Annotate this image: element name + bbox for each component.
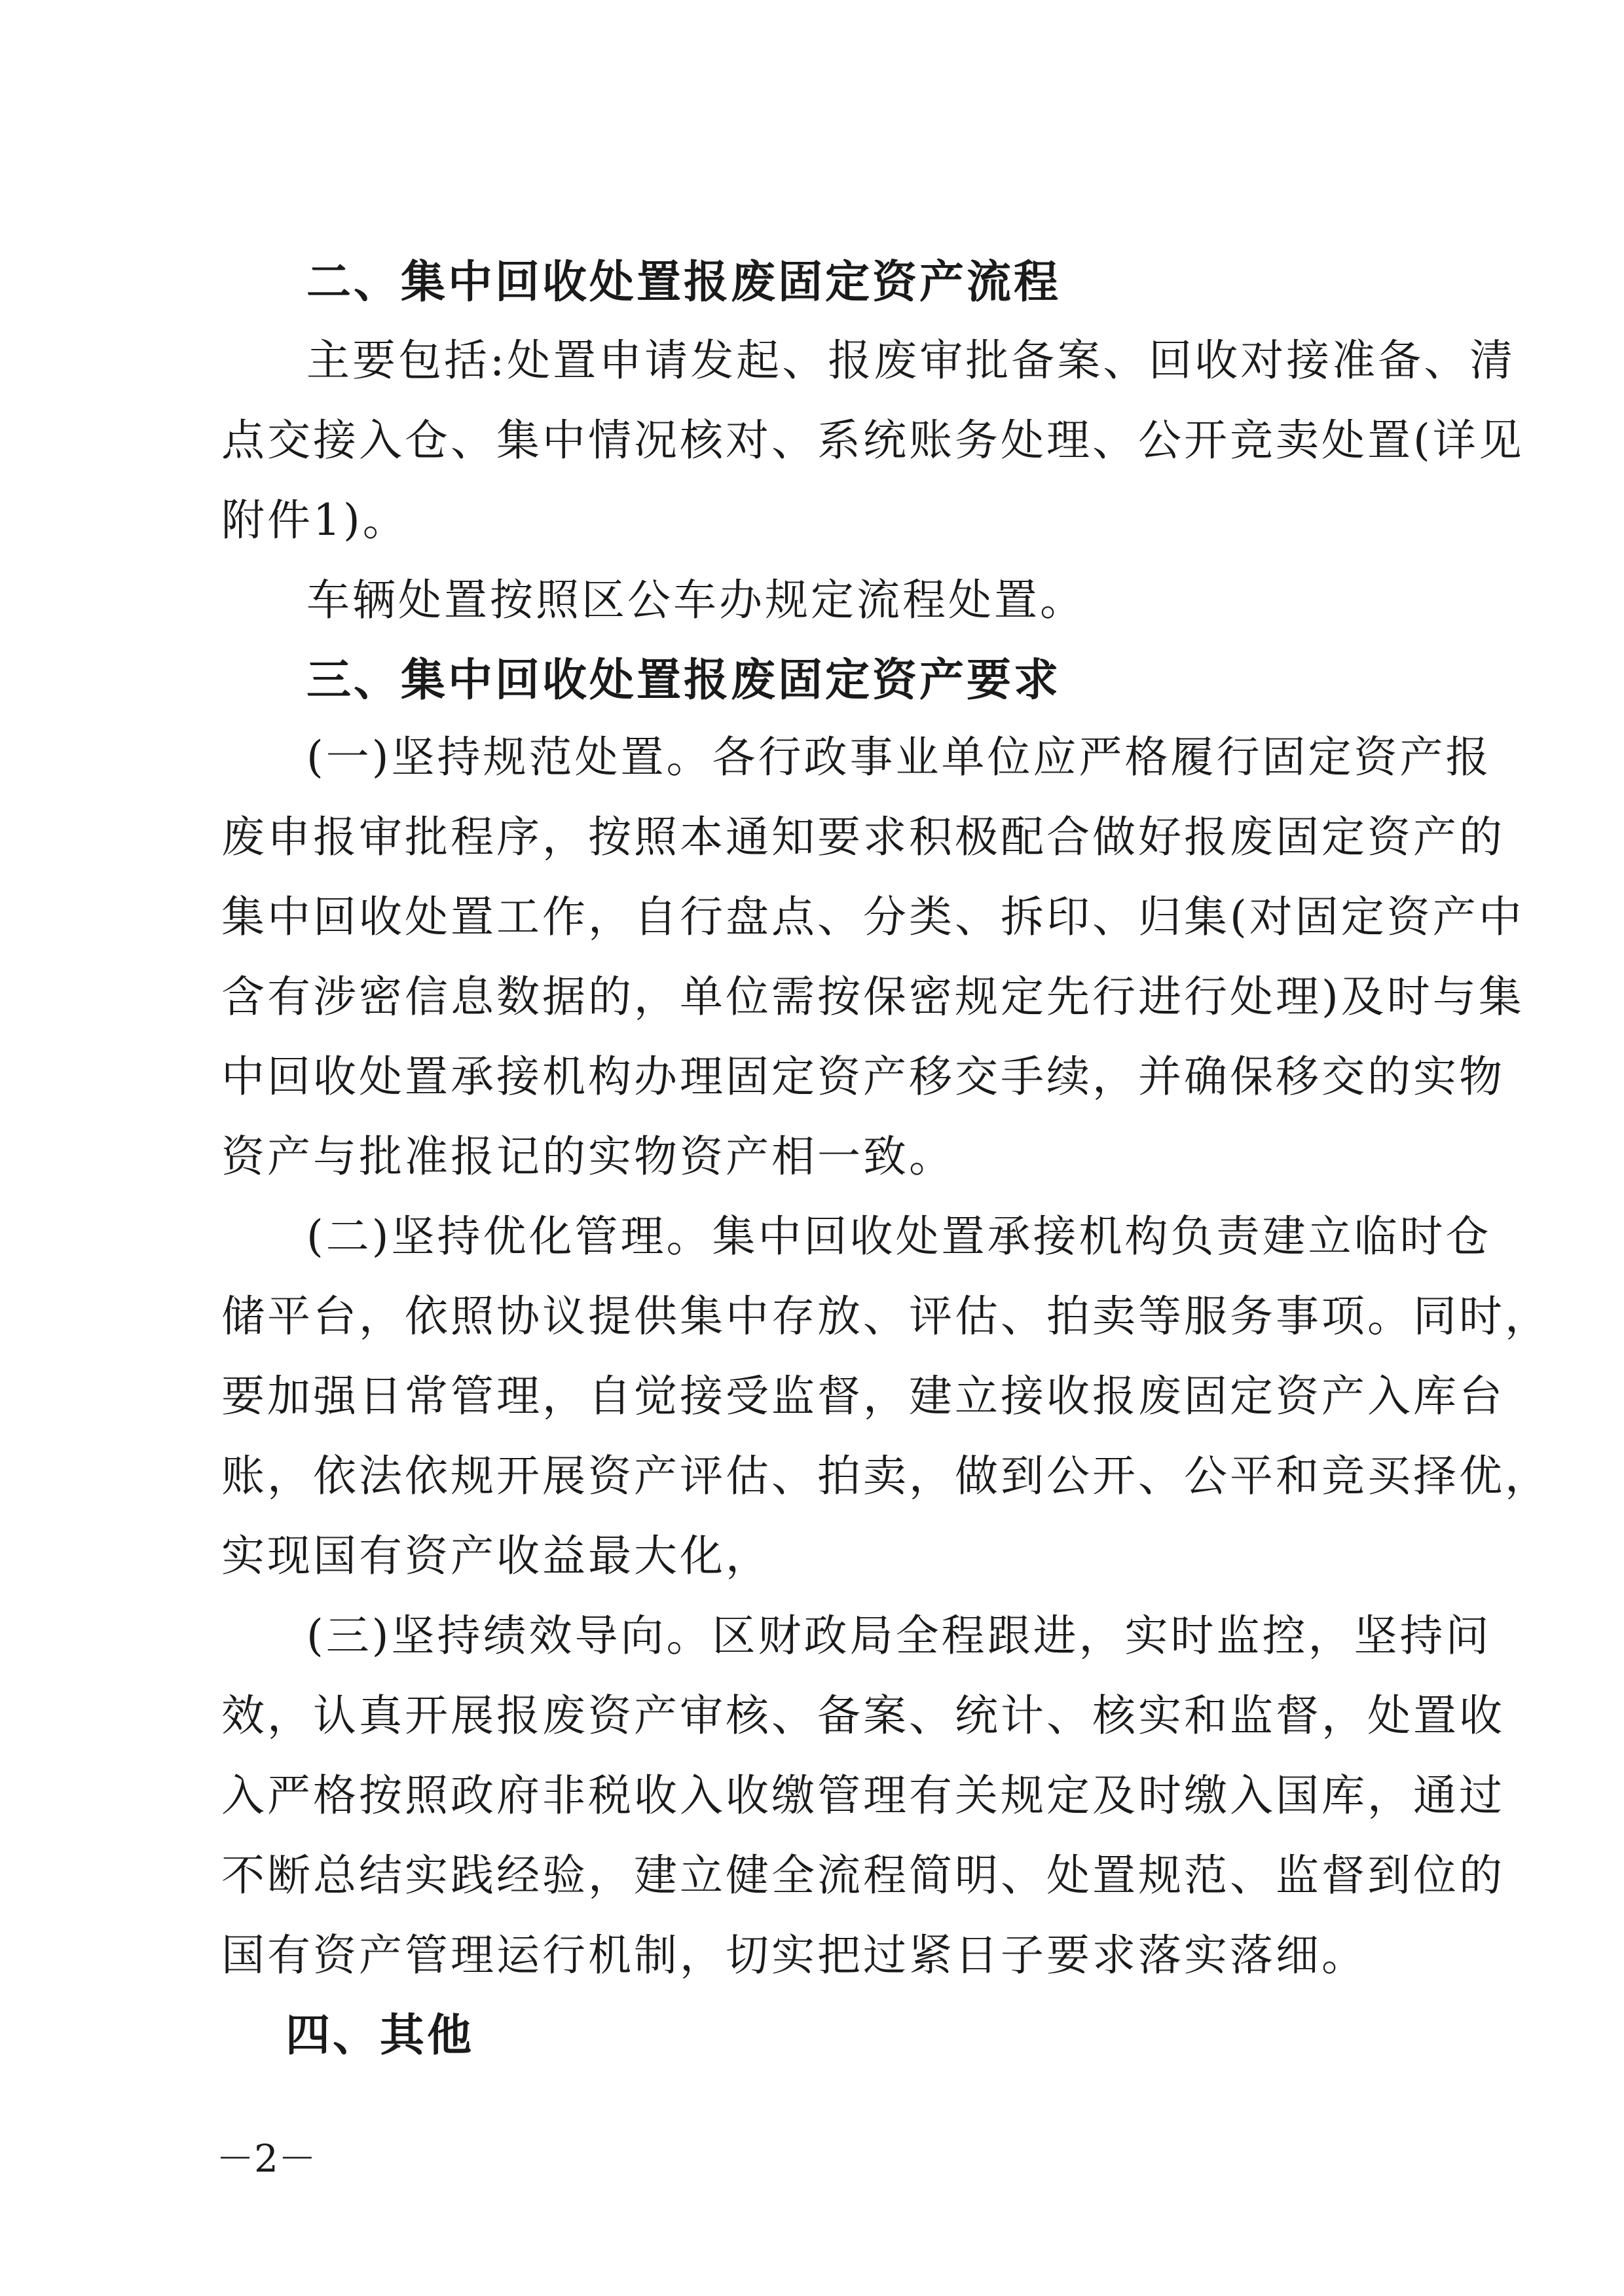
section-2-heading: 二、集中回收处置报废固定资产流程: [306, 257, 1061, 308]
section-3-paragraph-3-line-5: 国有资产管理运行机制，切实把过紧日子要求落实落细。: [221, 1930, 1367, 1980]
section-3-paragraph-2-line-4: 账，依法依规开展资产评估、拍卖，做到公开、公平和竞买择优，: [221, 1451, 1551, 1501]
section-3-paragraph-1-line-4: 含有涉密信息数据的，单位需按保密规定先行进行处理)及时与集: [221, 972, 1524, 1022]
section-3-heading: 三、集中回收处置报废固定资产要求: [306, 655, 1061, 706]
section-3-paragraph-1-line-5: 中回收处置承接机构办理固定资产移交手续，并确保移交的实物: [221, 1051, 1505, 1102]
page-number: －2－: [216, 2136, 316, 2181]
section-3-paragraph-3-line-3: 入严格按照政府非税收入收缴管理有关规定及时缴入国库，通过: [221, 1770, 1505, 1821]
section-3-paragraph-1-line-2: 废申报审批程序，按照本通知要求积极配合做好报废固定资产的: [221, 812, 1505, 862]
section-3-paragraph-2-line-5: 实现国有资产收益最大化，: [221, 1531, 771, 1581]
section-2-paragraph-1-line-1: 主要包括:处置申请发起、报废审批备案、回收对接准备、清: [306, 335, 1516, 386]
section-3-paragraph-2-line-1: (二)坚持优化管理。集中回收处置承接机构负责建立临时仓: [306, 1211, 1492, 1262]
section-2-paragraph-1-line-2: 点交接入仓、集中情况核对、系统账务处理、公开竞卖处置(详见: [221, 415, 1524, 465]
section-3-paragraph-3-line-2: 效，认真开展报废资产审核、备案、统计、核实和监督，处置收: [221, 1690, 1505, 1741]
section-2-paragraph-1-line-3: 附件1)。: [221, 495, 409, 545]
section-2-paragraph-2: 车辆处置按照区公车办规定流程处置。: [306, 575, 1086, 625]
section-3-paragraph-3-line-1: (三)坚持绩效导向。区财政局全程跟进，实时监控，坚持问: [306, 1611, 1492, 1661]
section-4-heading: 四、其他: [286, 2010, 475, 2062]
section-3-paragraph-1-line-3: 集中回收处置工作，自行盘点、分类、拆印、归集(对固定资产中: [221, 892, 1524, 942]
section-3-paragraph-2-line-3: 要加强日常管理，自觉接受监督，建立接收报废固定资产入库台: [221, 1371, 1505, 1421]
section-3-paragraph-3-line-4: 不断总结实践经验，建立健全流程简明、处置规范、监督到位的: [221, 1850, 1505, 1901]
section-3-paragraph-2-line-2: 储平台，依照协议提供集中存放、评估、拍卖等服务事项。同时，: [221, 1291, 1551, 1341]
section-3-paragraph-1-line-6: 资产与批准报记的实物资产相一致。: [221, 1131, 955, 1182]
section-3-paragraph-1-line-1: (一)坚持规范处置。各行政事业单位应严格履行固定资产报: [306, 732, 1492, 782]
